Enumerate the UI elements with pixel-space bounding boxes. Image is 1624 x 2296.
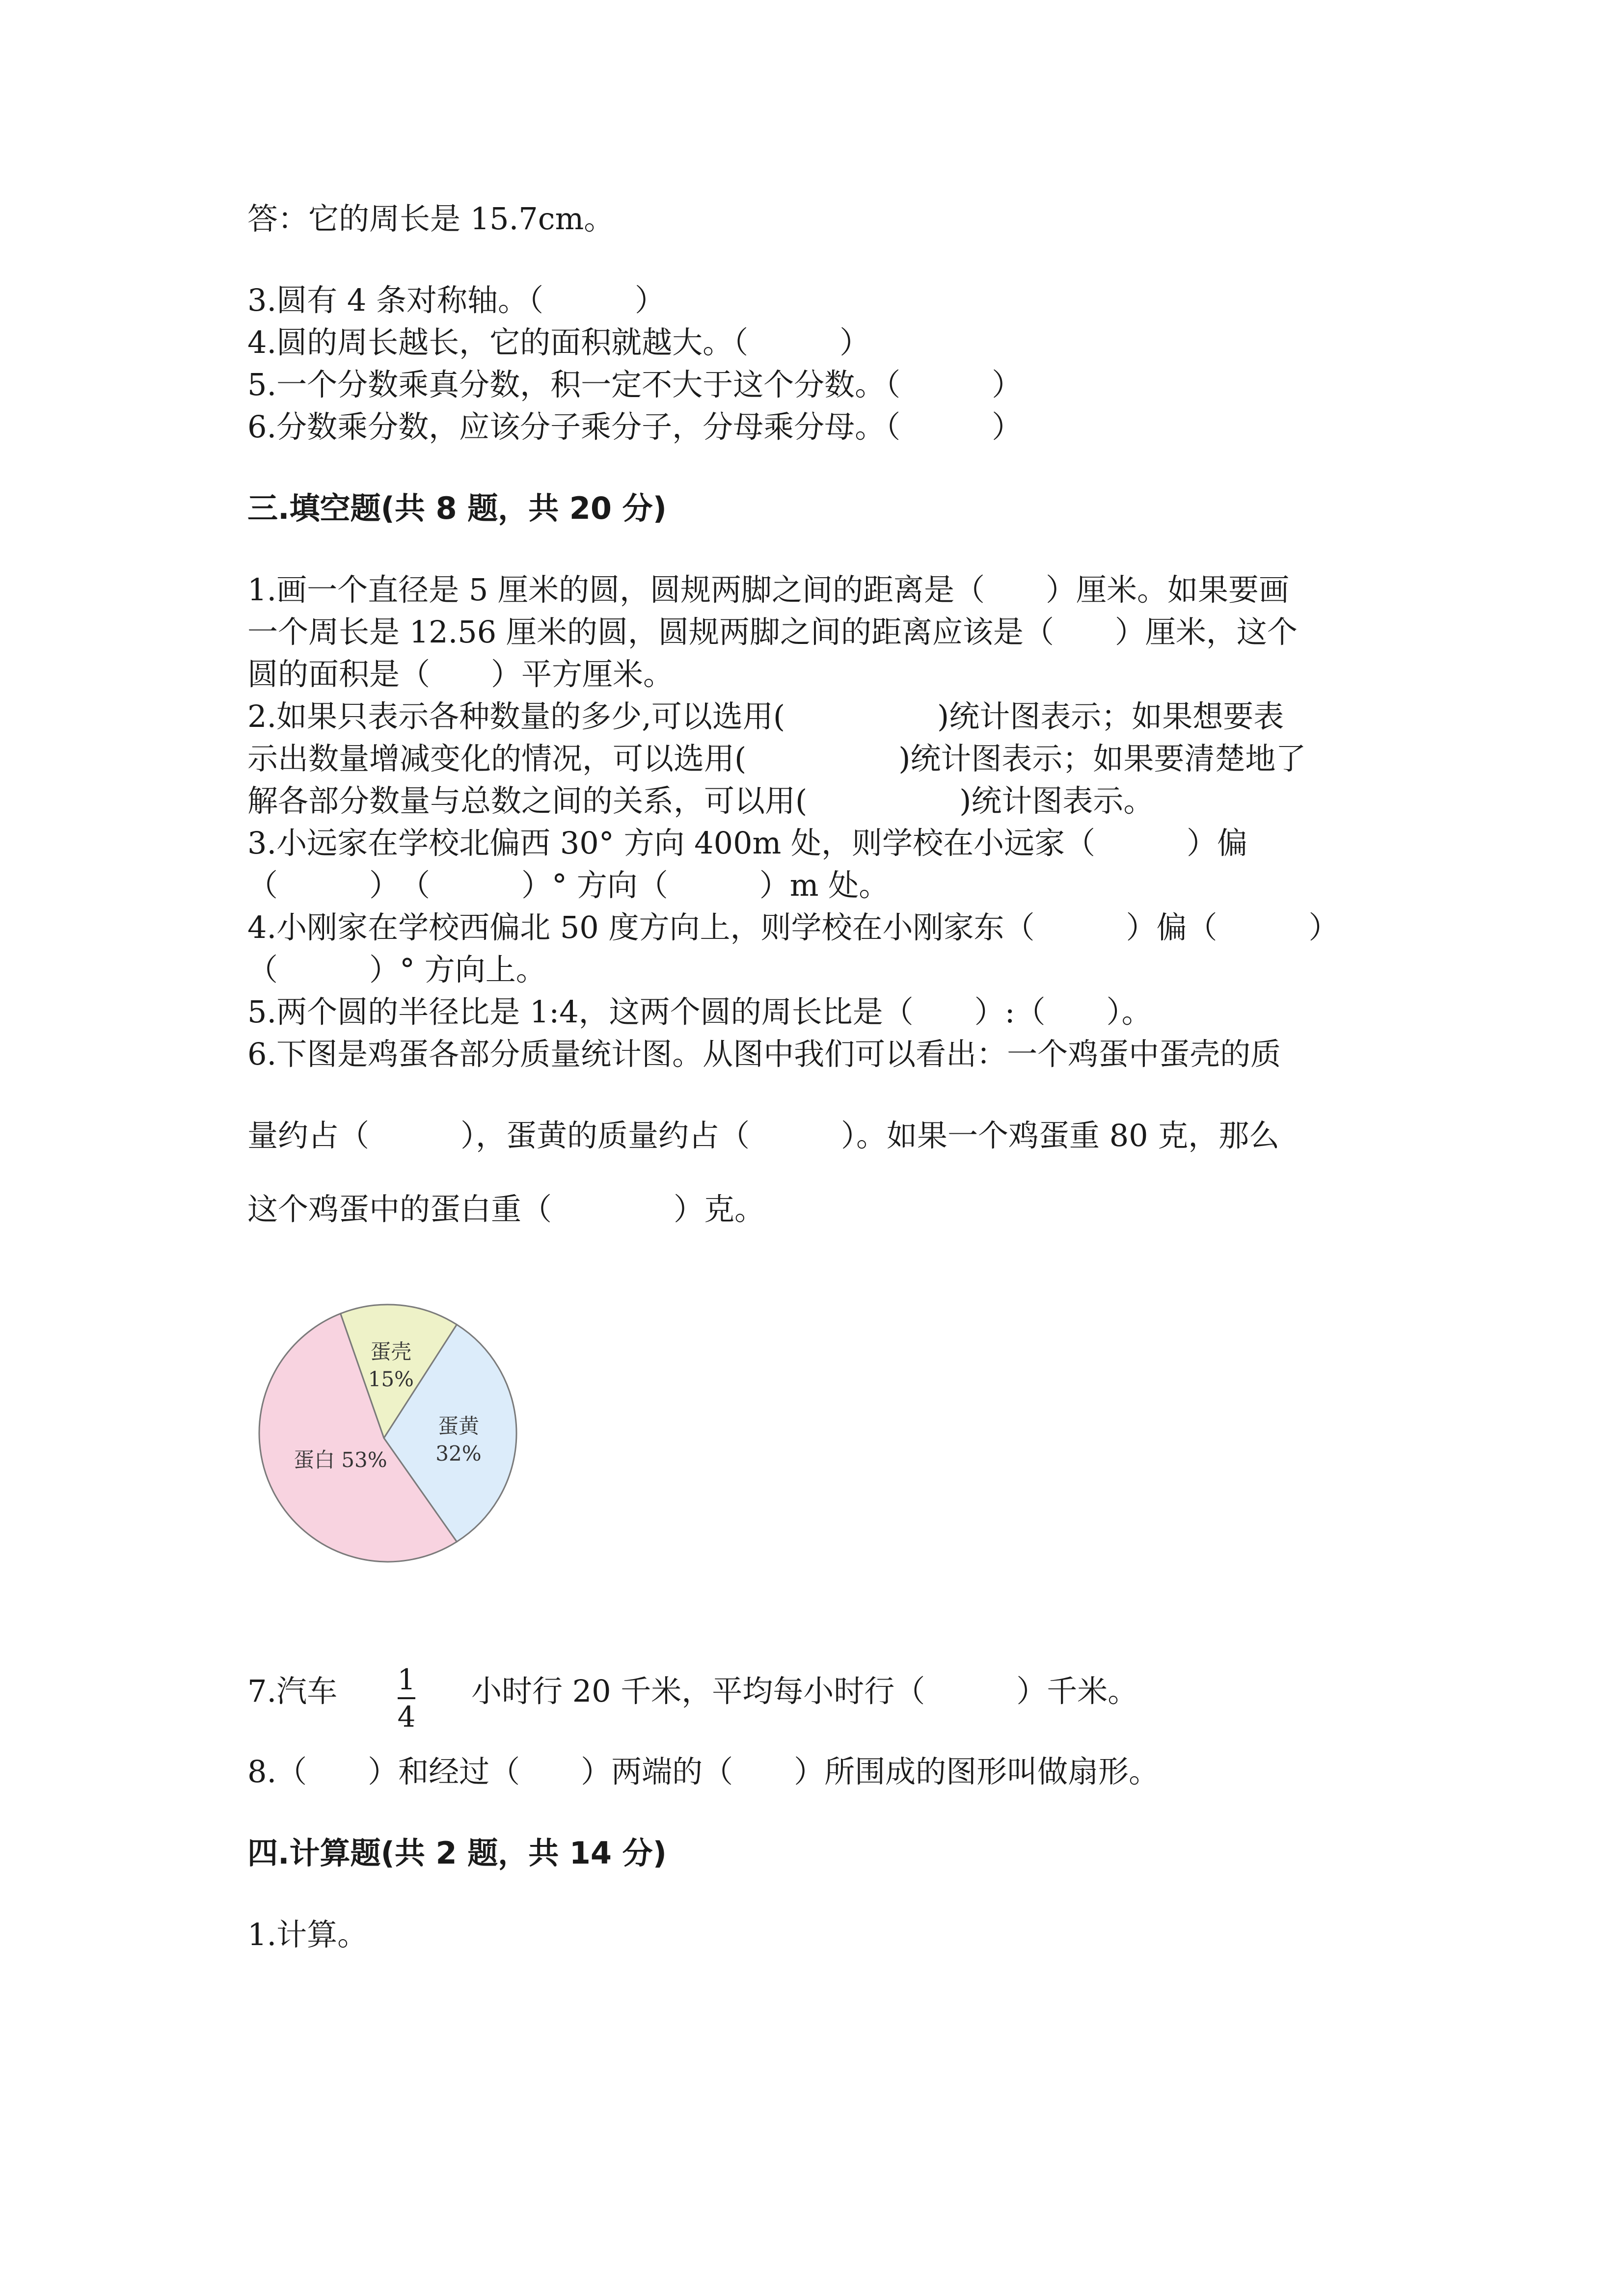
egg-mass-pie-chart [255,1301,520,1566]
true-false-6: 6.分数乘分数，应该分子乘分子，分母乘分母。（ ） [247,409,1023,445]
question-4-line-1: 4.小刚家在学校西偏北 50 度方向上，则学校在小刚家东（ ）偏（ ） [247,909,1339,945]
fraction-denominator: 4 [397,1700,416,1734]
pie-label-value-0: 15% [368,1367,414,1391]
question-1-line-1: 1.画一个直径是 5 厘米的圆，圆规两脚之间的距离是（ ）厘米。如果要画 [247,572,1290,608]
calc-question-1: 1.计算。 [247,1917,368,1952]
question-2-line-2: 示出数量增减变化的情况，可以选用( )统计图表示；如果要清楚地了 [247,741,1306,776]
pie-label-value-1: 32% [435,1442,482,1466]
question-1-line-3: 圆的面积是（ ）平方厘米。 [247,656,674,692]
question-4-line-2: （ ）° 方向上。 [247,952,546,988]
pie-label-2: 蛋白 53% [293,1448,387,1472]
true-false-4: 4.圆的周长越长，它的面积就越大。（ ） [247,324,870,360]
pie-label-name-1: 蛋黄 [437,1414,479,1438]
question-1-line-2: 一个周长是 12.56 厘米的圆，圆规两脚之间的距离应该是（ ）厘米，这个 [247,614,1298,650]
question-6-line-1: 6.下图是鸡蛋各部分质量统计图。从图中我们可以看出：一个鸡蛋中蛋壳的质 [247,1036,1281,1072]
true-false-5: 5.一个分数乘真分数，积一定不大于这个分数。（ ） [247,367,1023,402]
question-3-line-1: 3.小远家在学校北偏西 30° 方向 400m 处，则学校在小远家（ ）偏 [247,825,1248,861]
answer-line: 答：它的周长是 15.7cm。 [247,201,615,237]
fraction-numerator: 1 [397,1663,416,1696]
section-4-heading: 四.计算题(共 2 题，共 14 分) [247,1835,667,1871]
fraction-bar [398,1697,415,1699]
true-false-3: 3.圆有 4 条对称轴。（ ） [247,282,666,318]
question-5: 5.两个圆的半径比是 1:4，这两个圆的周长比是（ ）:（ ）。 [247,994,1152,1030]
question-3-line-2: （ ） （ ）° 方向（ ）m 处。 [247,867,890,903]
question-7-prefix: 7.汽车 [247,1673,338,1709]
question-6-line-2: 量约占（ ），蛋黄的质量约占（ ）。如果一个鸡蛋重 80 克，那么 [247,1118,1280,1153]
question-8: 8.（ ）和经过（ ）两端的（ ）所围成的图形叫做扇形。 [247,1754,1160,1789]
question-7-suffix: 小时行 20 千米，平均每小时行（ ）千米。 [471,1673,1138,1709]
question-2-line-1: 2.如果只表示各种数量的多少,可以选用( )统计图表示；如果想要表 [247,698,1284,734]
section-3-heading: 三.填空题(共 8 题，共 20 分) [247,490,667,526]
fraction-one-quarter [393,1664,420,1733]
pie-label-name-0: 蛋壳 [370,1339,412,1364]
question-6-line-3: 这个鸡蛋中的蛋白重（ ）克。 [247,1191,765,1227]
question-2-line-3: 解各部分数量与总数之间的关系，可以用( )统计图表示。 [247,783,1154,819]
